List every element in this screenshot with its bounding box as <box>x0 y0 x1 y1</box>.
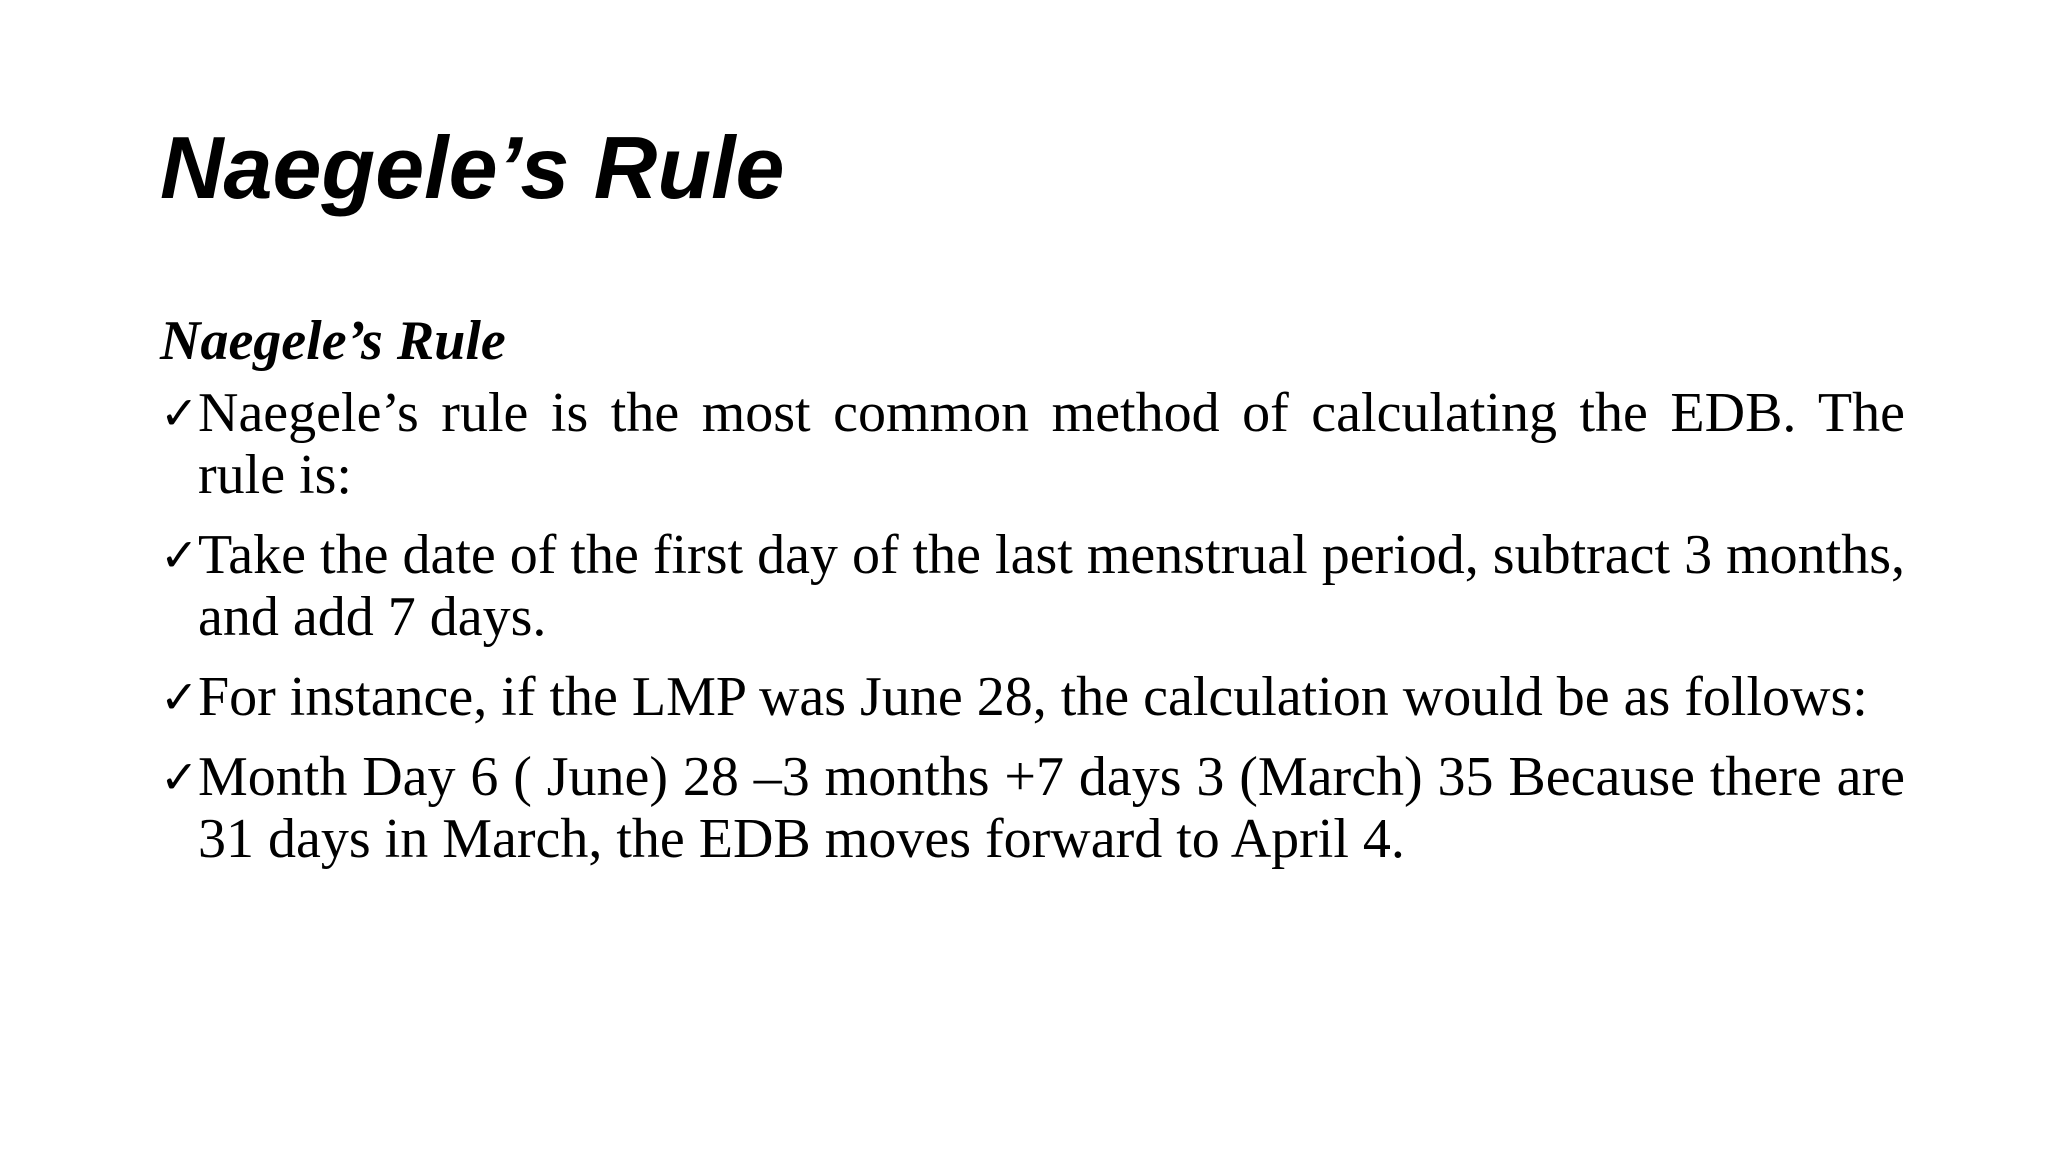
bullet-list <box>160 382 1905 870</box>
bullet-text: Month Day 6 ( June) 28 –3 months +7 days 3 (March) 35 Because there are 31 days in March, the EDB moves forward to April 4. <box>198 746 1905 870</box>
bullet-item <box>160 666 1905 728</box>
slide-title: Naegele’s Rule <box>160 118 785 217</box>
checkmark-icon: ✓ <box>160 750 199 804</box>
checkmark-icon: ✓ <box>160 386 199 440</box>
bullet-item <box>160 746 1905 870</box>
subheading: Naegele’s Rule <box>160 310 506 372</box>
bullet-item <box>160 524 1905 648</box>
checkmark-icon: ✓ <box>160 528 199 582</box>
bullet-item <box>160 382 1905 506</box>
bullet-text: For instance, if the LMP was June 28, the calculation would be as follows: <box>198 666 1868 728</box>
bullet-text: Take the date of the first day of the last menstrual period, subtract 3 months, and add 7 days. <box>198 524 1905 648</box>
checkmark-icon: ✓ <box>160 670 199 724</box>
bullet-text: Naegele’s rule is the most common method of calculating the EDB. The rule is: <box>198 382 1905 506</box>
slide-content <box>160 306 1905 888</box>
